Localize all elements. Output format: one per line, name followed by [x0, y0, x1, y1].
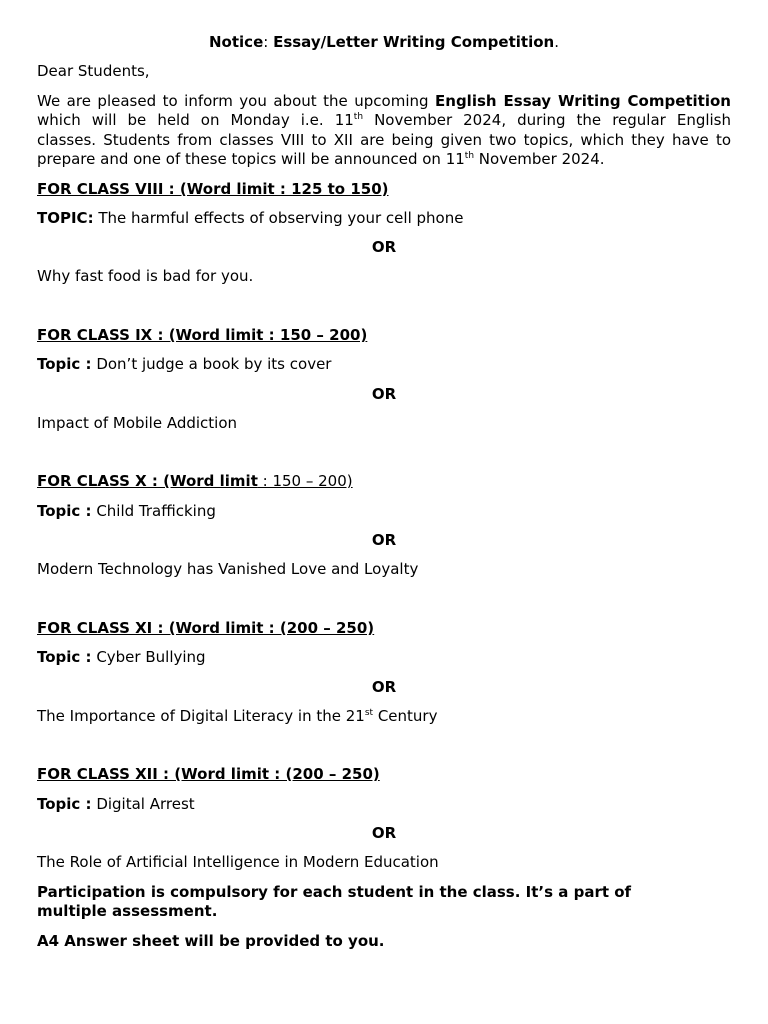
- topic-two: [37, 560, 418, 580]
- class-heading: [37, 619, 374, 639]
- intro-line-3: classes. Students from classes VIII to XII are being given two topics, which they have to: [37, 131, 731, 149]
- topic-one: Digital Arrest: [91, 795, 195, 813]
- topic-line: [37, 502, 216, 522]
- or-separator: OR: [371, 385, 397, 403]
- topic-one: Don’t judge a book by its cover: [91, 355, 332, 373]
- notice-title: [37, 33, 731, 53]
- participation-line-1: Participation is compulsory for each student in the class. It’s a part of: [37, 883, 632, 901]
- notice-subject: Essay/Letter Writing Competition: [273, 33, 555, 51]
- intro-announce-text: prepare and one of these topics will be announced on 11: [37, 150, 465, 168]
- intro-text: We are pleased to inform you about the upcoming: [37, 92, 429, 110]
- topic-two-tail: Century: [373, 707, 438, 725]
- class-heading-bold: FOR CLASS XI : (Word limit : (200 – 250): [37, 619, 375, 637]
- topic-label: Topic :: [37, 795, 92, 813]
- topic-two-text: Impact of Mobile Addiction: [37, 414, 238, 432]
- participation-line-2: multiple assessment.: [37, 902, 218, 920]
- class-heading-bold: FOR CLASS XII : (Word limit : (200 – 250): [37, 765, 380, 783]
- topic-two-text: Why fast food is bad for you.: [37, 267, 254, 285]
- or-separator: OR: [371, 678, 397, 696]
- or-separator: OR: [371, 531, 397, 549]
- intro-line-1: [37, 92, 731, 112]
- class-heading: [37, 472, 353, 492]
- intro-line-2: [37, 111, 731, 131]
- intro-line-4: [37, 150, 605, 170]
- intro-announce-rest: November 2024.: [474, 150, 605, 168]
- or-separator: OR: [371, 238, 397, 256]
- topic-two: [37, 853, 439, 873]
- intro-date-text: which will be held on Monday i.e. 11: [37, 111, 354, 129]
- class-heading: [37, 326, 367, 346]
- topic-two: [37, 707, 437, 727]
- notice-period: .: [554, 33, 559, 51]
- date-suffix: th: [353, 112, 364, 122]
- competition-name: English Essay Writing Competition: [435, 92, 731, 110]
- topic-two-text: The Importance of Digital Literacy in the 21: [37, 707, 365, 725]
- topic-one: Cyber Bullying: [91, 648, 206, 666]
- notice-colon: :: [263, 33, 274, 51]
- or-separator: OR: [371, 824, 397, 842]
- announce-date-suffix: th: [464, 151, 475, 161]
- topic-two-text: The Role of Artificial Intelligence in Modern Education: [37, 853, 439, 871]
- salutation: Dear Students,: [37, 62, 150, 80]
- class-heading: [37, 765, 380, 785]
- topic-two: [37, 267, 253, 287]
- topic-line: [37, 795, 195, 815]
- topic-one: Child Trafficking: [91, 502, 216, 520]
- class-heading-bold: FOR CLASS VIII : (Word limit : 125 to 150): [37, 180, 389, 198]
- topic-label: TOPIC:: [37, 209, 94, 227]
- topic-label: Topic :: [37, 502, 92, 520]
- topic-line: [37, 209, 463, 229]
- class-heading-rest: : 150 – 200): [257, 472, 353, 490]
- topic-label: Topic :: [37, 355, 92, 373]
- topic-label: Topic :: [37, 648, 92, 666]
- class-heading-bold: FOR CLASS IX : (Word limit : 150 – 200): [37, 326, 368, 344]
- topic-two: [37, 414, 237, 434]
- topic-two-sup: st: [364, 708, 374, 718]
- class-heading: [37, 180, 389, 200]
- topic-line: [37, 648, 206, 668]
- intro-date-rest: November 2024, during the regular English: [374, 111, 732, 129]
- class-heading-bold: FOR CLASS X : (Word limit: [37, 472, 258, 490]
- topic-one: The harmful effects of observing your cell phone: [93, 209, 464, 227]
- answer-sheet-note: A4 Answer sheet will be provided to you.: [37, 932, 385, 950]
- notice-label: Notice: [209, 33, 264, 51]
- topic-line: [37, 355, 331, 375]
- topic-two-text: Modern Technology has Vanished Love and Loyalty: [37, 560, 419, 578]
